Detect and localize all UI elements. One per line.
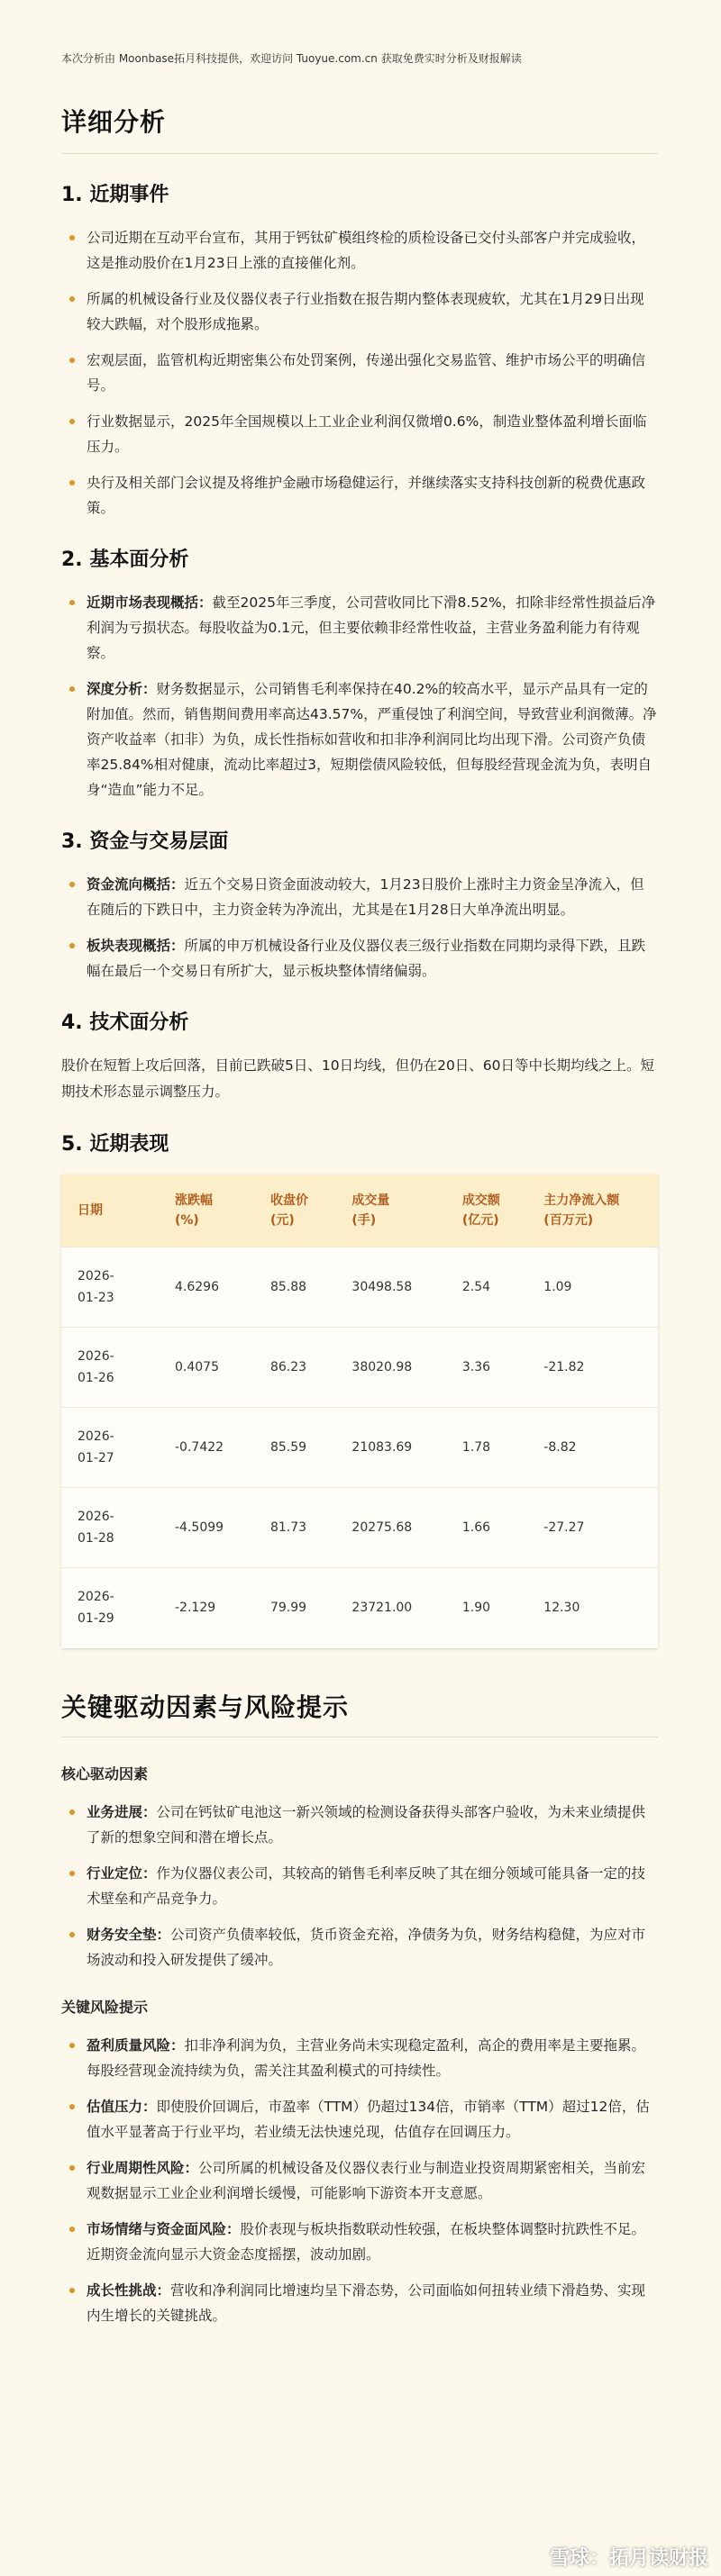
item-label: 财务安全垫： <box>87 1926 171 1943</box>
item-label: 近期市场表现概括： <box>87 594 213 611</box>
table-cell: -8.82 <box>527 1408 658 1488</box>
item-text: 所属的申万机械设备行业及仪器仪表三级行业指数在同期均录得下跌，且跌幅在最后一个交易日有所扩大，显示板块整体情绪偏弱。 <box>87 938 646 979</box>
subsection-heading: 核心驱动因素 <box>61 1764 149 1782</box>
risks-list <box>61 2033 658 2328</box>
item-label: 深度分析： <box>87 681 157 697</box>
item-text: 扣非净利润为负，主营业务尚未实现稳定盈利，高企的费用率是主要拖累。每股经营现金流持续为负，需关注其盈利模式的可持续性。 <box>87 2036 646 2079</box>
date-cell: 2026- 01-26 <box>61 1328 159 1408</box>
section-heading: 3. 资金与交易层面 <box>61 830 229 853</box>
watermark: 雪球：拓月读财报 <box>549 2547 708 2570</box>
table-cell: 30498.58 <box>335 1247 445 1328</box>
table-body <box>61 1247 658 1648</box>
item-text: 公司所属的机械设备及仪器仪表行业与制造业投资周期紧密相关，当前宏观数据显示工业企业利润增长缓慢，可能影响下游资本开支意愿。 <box>87 2159 646 2201</box>
column-header: 日期 <box>61 1175 159 1247</box>
list-item <box>87 590 658 666</box>
item-text: 公司在钙钛矿电池这一新兴领域的检测设备获得头部客户验收，为未来业绩提供了新的想象空间和潜在增长点。 <box>87 1803 646 1846</box>
section-heading: 2. 基本面分析 <box>61 549 189 571</box>
column-header: 成交额 (亿元) <box>446 1175 527 1247</box>
item-label: 行业周期性风险： <box>87 2159 199 2176</box>
table-cell: 79.99 <box>254 1568 335 1648</box>
section-fundamentals <box>61 544 658 803</box>
table-cell: 0.4075 <box>159 1328 254 1408</box>
table-cell: -21.82 <box>527 1328 658 1408</box>
list-item <box>87 1861 658 1911</box>
section-recent-events <box>61 179 658 521</box>
list-item: 所属的机械设备行业及仪器仪表子行业指数在报告期内整体表现疲软，尤其在1月29日出现较大跌幅，对个股形成拖累。 <box>87 286 658 337</box>
item-text: 即使股价回调后，市盈率（TTM）仍超过134倍，市销率（TTM）超过12倍，估值水平显著高于行业平均，若业绩无法快速兑现，估值存在回调压力。 <box>87 2098 650 2140</box>
section-heading: 5. 近期表现 <box>61 1133 169 1156</box>
table-cell: -2.129 <box>159 1568 254 1648</box>
table-row <box>61 1568 658 1648</box>
list-item <box>87 2217 658 2267</box>
list-item: 公司近期在互动平台宣布，其用于钙钛矿模组终检的质检设备已交付头部客户并完成验收，这是推动股价在1月23日上涨的直接催化剂。 <box>87 225 658 276</box>
list-item <box>87 933 658 984</box>
item-label: 行业定位： <box>87 1864 157 1882</box>
table-cell: 12.30 <box>527 1568 658 1648</box>
table-cell: 38020.98 <box>335 1328 445 1408</box>
item-text: 近五个交易日资金面波动较大，1月23日股价上涨时主力资金呈净流入，但在随后的下跌日中，主力资金转为净流出，尤其是在1月28日大单净流出明显。 <box>87 876 644 918</box>
item-text: 公司资产负债率较低，货币资金充裕，净债务为负，财务结构稳健，为应对市场波动和投入研发提供了缓冲。 <box>87 1926 646 1968</box>
subsection-heading: 关键风险提示 <box>61 1998 149 2016</box>
table-cell: 2.54 <box>446 1247 527 1328</box>
drivers-heading: 关键驱动因素与风险提示 <box>61 1688 658 1737</box>
table-cell: -27.27 <box>527 1488 658 1568</box>
date-cell: 2026- 01-27 <box>61 1408 159 1488</box>
section-risks <box>61 1996 658 2328</box>
source-line: 本次分析由 Moonbase拓月科技提供，欢迎访问 Tuoyue.com.cn 获取免费实时分析及财报解读 <box>61 52 522 65</box>
table-cell: -4.5099 <box>159 1488 254 1568</box>
list-item <box>87 872 658 922</box>
list-item: 行业数据显示，2025年全国规模以上工业企业利润仅微增0.6%，制造业整体盈利增长面临压力。 <box>87 409 658 459</box>
item-label: 盈利质量风险： <box>87 2036 185 2054</box>
section-performance <box>61 1129 658 1648</box>
table-row <box>61 1488 658 1568</box>
date-cell: 2026- 01-23 <box>61 1247 159 1328</box>
section-heading: 1. 近期事件 <box>61 184 169 206</box>
table-cell: 1.09 <box>527 1247 658 1328</box>
table-row <box>61 1328 658 1408</box>
table-cell: 3.36 <box>446 1328 527 1408</box>
technical-text: 股价在短暂上攻后回落，目前已跌破5日、10日均线，但仍在20日、60日等中长期均线之上。短期技术形态显示调整压力。 <box>61 1057 655 1100</box>
core-drivers-list <box>61 1800 658 1973</box>
section-heading: 4. 技术面分析 <box>61 1011 189 1034</box>
list-item <box>87 2278 658 2328</box>
list-item <box>87 1922 658 1973</box>
date-cell: 2026- 01-28 <box>61 1488 159 1568</box>
table-cell: 1.66 <box>446 1488 527 1568</box>
list-item: 宏观层面，监管机构近期密集公布处罚案例，传递出强化交易监管、维护市场公平的明确信号。 <box>87 348 658 398</box>
table-row <box>61 1247 658 1328</box>
table-row <box>61 1408 658 1488</box>
column-header: 成交量 (手) <box>335 1175 445 1247</box>
table-cell: 20275.68 <box>335 1488 445 1568</box>
table-cell: 1.78 <box>446 1408 527 1488</box>
list-item <box>87 676 658 803</box>
table-cell: 86.23 <box>254 1328 335 1408</box>
table-cell: 1.90 <box>446 1568 527 1648</box>
section-capital <box>61 826 658 984</box>
table-cell: 85.88 <box>254 1247 335 1328</box>
item-label: 资金流向概括： <box>87 876 185 893</box>
date-cell: 2026- 01-29 <box>61 1568 159 1648</box>
performance-table <box>61 1175 658 1648</box>
fundamentals-list <box>61 590 658 803</box>
table-cell: 23721.00 <box>335 1568 445 1648</box>
item-label: 板块表现概括： <box>87 938 185 954</box>
column-header: 收盘价 (元) <box>254 1175 335 1247</box>
table-cell: 21083.69 <box>335 1408 445 1488</box>
list-item <box>87 2094 658 2145</box>
column-header: 涨跌幅 (%) <box>159 1175 254 1247</box>
item-label: 成长性挑战： <box>87 2281 171 2299</box>
page-title: 详细分析 <box>61 103 658 154</box>
column-header: 主力净流入额 (百万元) <box>527 1175 658 1247</box>
item-text: 股价表现与板块指数联动性较强，在板块整体调整时抗跌性不足。近期资金流向显示大资金态度摇摆，波动加剧。 <box>87 2220 646 2263</box>
item-label: 市场情绪与资金面风险： <box>87 2220 241 2237</box>
list-item: 央行及相关部门会议提及将维护金融市场稳健运行，并继续落实支持科技创新的税费优惠政策。 <box>87 470 658 521</box>
list-item <box>87 1800 658 1850</box>
table-header-row <box>61 1175 658 1247</box>
recent-events-list <box>61 225 658 521</box>
list-item <box>87 2033 658 2083</box>
item-text: 财务数据显示，公司销售毛利率保持在40.2%的较高水平，显示产品具有一定的附加值。然而，销售期间费用率高达43.57%，严重侵蚀了利润空间，导致营业利润微薄。净资产收益率（扣非）为负，成长性指标如营收和扣非净利润同比均出现下滑。公司资产负债率25.84%相对健康，流动比率超过3，短期偿债风险较低，但每股经营现金流为负，表明自身“造血”能力不足。 <box>87 681 657 798</box>
item-label: 估值压力： <box>87 2098 157 2115</box>
capital-list <box>61 872 658 984</box>
item-text: 截至2025年三季度，公司营收同比下滑8.52%，扣除非经常性损益后净利润为亏损状态。每股收益为0.1元，但主要依赖非经常性收益，主营业务盈利能力有待观察。 <box>87 594 656 661</box>
table-cell: 85.59 <box>254 1408 335 1488</box>
item-text: 营收和净利润同比增速均呈下滑态势，公司面临如何扭转业绩下滑趋势、实现内生增长的关键挑战。 <box>87 2281 646 2324</box>
section-core-drivers <box>61 1763 658 1973</box>
table-cell: 4.6296 <box>159 1247 254 1328</box>
table-cell: 81.73 <box>254 1488 335 1568</box>
item-text: 作为仪器仪表公司，其较高的销售毛利率反映了其在细分领域可能具备一定的技术壁垒和产品竞争力。 <box>87 1864 646 1907</box>
section-technical <box>61 1007 658 1105</box>
list-item <box>87 2155 658 2206</box>
item-label: 业务进展： <box>87 1803 157 1820</box>
table-cell: -0.7422 <box>159 1408 254 1488</box>
